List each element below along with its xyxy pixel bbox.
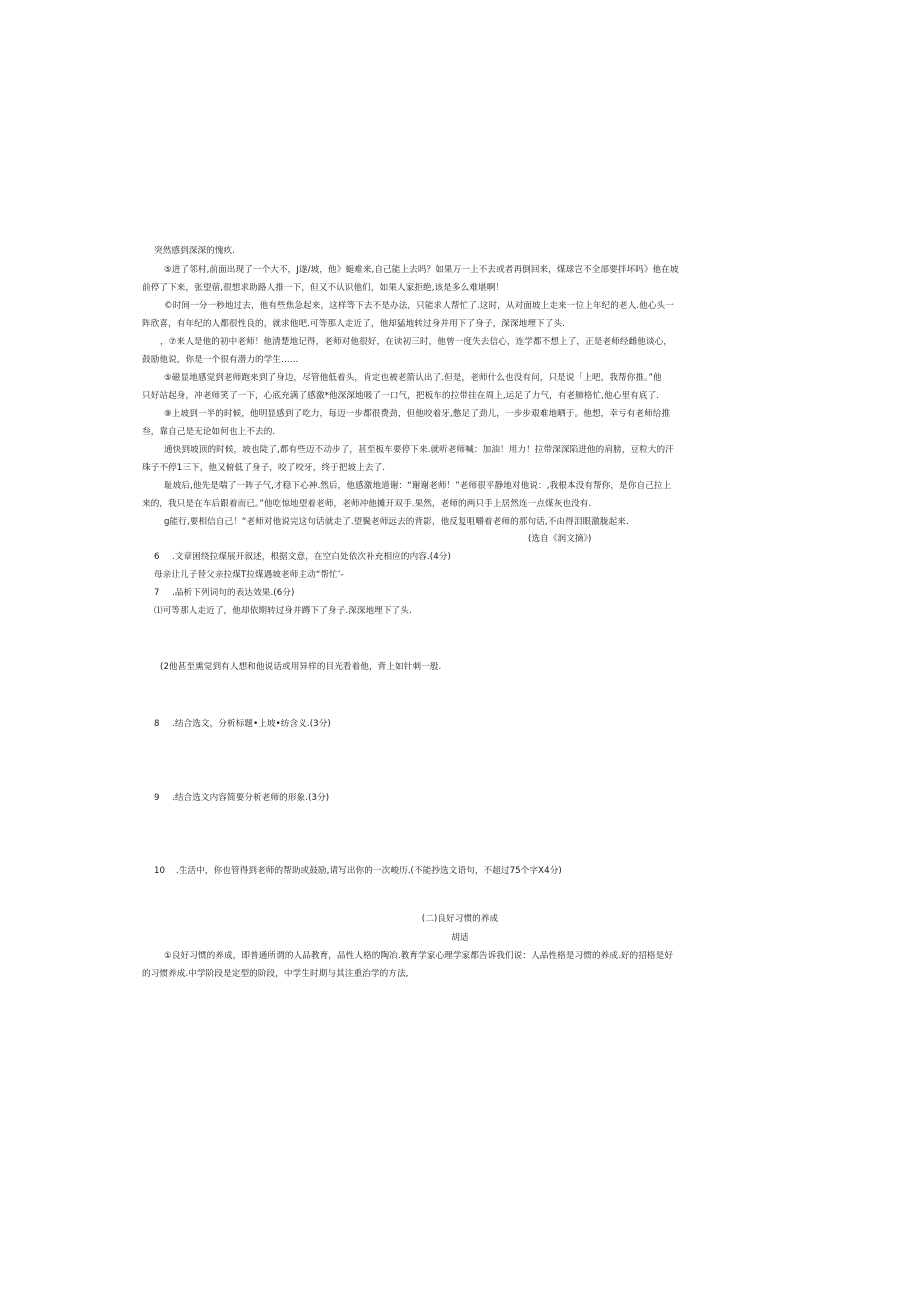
question-10-number: 10 bbox=[154, 866, 165, 876]
question-7-number: 7 bbox=[154, 588, 160, 598]
question-7-text: .品析下列词句的表达效果.(6分) bbox=[172, 588, 295, 598]
passage-paragraph-3-line-2: 阵欣喜，有年纪的人都很性良的，就求他吧.可等那人走近了，他却猛地转过身并用下了身子，深深地埋下了头. bbox=[142, 319, 565, 329]
question-9-text: .结合选文内容简要分析老师的形象.(3分) bbox=[172, 793, 330, 803]
passage-paragraph-3-line-1: ©时间一分一秒地过去，他有些焦急起来，这样等下去不是办法，只能求人帮忙了.这时，从对面坡上走来一位上年纪的老人.他心头一 bbox=[164, 301, 674, 311]
passage-paragraph-6-line-2: 叁，靠自己是无论如何也上不去的. bbox=[142, 427, 276, 437]
passage-source: (选自《润文摘》) bbox=[528, 534, 592, 544]
question-7-item-1: ⑴可等那人走近了，他却依期转过身并蹲下了身子.深深地埋下了头. bbox=[154, 606, 412, 616]
passage-paragraph-6-line-1: ⑨上坡到一半的时候，他明显感到了吃力，每迈一步都很费劲，但他咬着牙,憋足了劲儿，一步步艰难地晒于。他想，幸亏有老师给推 bbox=[164, 409, 671, 419]
question-8-number: 8 bbox=[154, 719, 160, 729]
section-2-title: (二)良好习惯的养成 bbox=[421, 914, 499, 924]
section-2-author: 胡适 bbox=[451, 933, 469, 943]
passage-paragraph-8-line-1: 耻坡后,他先是喘了一阵子气,才稳下心神.然后，他感激地道谢：“谢谢老师！”老师很平静地对他说：,我根本没有帮你，是你自己拉上 bbox=[164, 481, 672, 491]
section-2-paragraph-1-line-1: ①良好习惯的养成，即普通所谓的人品教育，品性人格的陶冶.教育学家心理学家都告诉我们说：人品性格是习惯的养成.好的招格是好 bbox=[164, 951, 674, 961]
passage-paragraph-2-line-1: ⑤进了邻村,前面出现了一个大不，J遂/坡，他》蜓难来,自己能上去吗？如果万一上不去或者再倒回来，煤球岂不全部要拌坏吗》他在坡 bbox=[164, 265, 679, 275]
question-9-number: 9 bbox=[154, 793, 160, 803]
question-6-text: .文章困绕拉煤展开叙述，根据文意，在空白处依次补充相应的内容.(4分) bbox=[172, 552, 451, 562]
passage-paragraph-5-line-1: ⑤磁显地感觉到老师跑来到了身边，尽管他低着头，肯定也被老箭认出了.但是，老师什么也没有问，只是说「上吧，我帮你推。”他 bbox=[164, 373, 662, 383]
passage-paragraph-5-line-2: 只好站起身，冲老师笑了一下，心底充满了感激*他深深地吸了一口气，把板车的拉带挂在周上,运足了力气，有老肺格忙,他心里有底了. bbox=[142, 391, 660, 401]
passage-paragraph-2-line-2: 前停了下来，张望蓿,很想求助路人推一下，但又不认识他们，如果人家拒绝,该是多么难堪啊！ bbox=[142, 283, 505, 293]
question-6-number: 6 bbox=[154, 552, 160, 562]
section-2-paragraph-1-line-2: 的习惯养成.中学阶段是定型的阶段，中学生时期与其注重治学的方法, bbox=[142, 969, 409, 979]
passage-paragraph-4-line-1: ，⑦来人是他的初中老师！他清楚地记得，老师对他很好，在读初三时，他曾一度失去信心，连学都不想上了，正是老师经雌他谈心， bbox=[160, 337, 673, 347]
question-7-item-2: (2他甚至熏觉到有人想和他说话或用异样的目光看着他，背上如针刺一般. bbox=[160, 662, 442, 672]
question-6-subtext: 母亲让儿子替父亲拉煤T拉煤遇坡老师主动“帮忙’- bbox=[154, 570, 344, 580]
passage-paragraph-1: 突然感到深深的愧疚. bbox=[154, 246, 236, 256]
passage-paragraph-8-line-2: 来的，我只是在车后跟着而已。”他吃惊地望着老师，老师冲他摊开双手.果然，老师的两只手上居然连一点煤灰也没有. bbox=[142, 499, 592, 509]
passage-paragraph-4-line-2: 鼓励他说，你是一个很有潜力的学生…… bbox=[142, 355, 299, 365]
passage-paragraph-9: g能行,要相信自己！“老师对他说完这句话就走了.望鬓老师远去的背影，他反复咀嚼着老师的那句话,不由得泪眼激胧起来. bbox=[164, 517, 629, 527]
question-8-text: .结合选文，分析标题•上坡•纺含义.(3分) bbox=[172, 719, 331, 729]
passage-paragraph-7-line-1: 通快到坡顶的时候，坡也陡了,都有些迈不动步了，甚至板车要停下来.就听老师喊：加油！用力！拉带深深陷进他的肩膀，豆粒大的汗 bbox=[164, 445, 674, 455]
question-10-text: .生活中，你也管得到老师的帮助或鼓励,请写出你的一次峻历.(不能抄选文语句，不超过75个字X4分) bbox=[176, 866, 562, 876]
passage-paragraph-7-line-2: 珠子不停1三下，他又俯低了身子，咬了咬牙，终于把坡上去了. bbox=[142, 463, 386, 473]
